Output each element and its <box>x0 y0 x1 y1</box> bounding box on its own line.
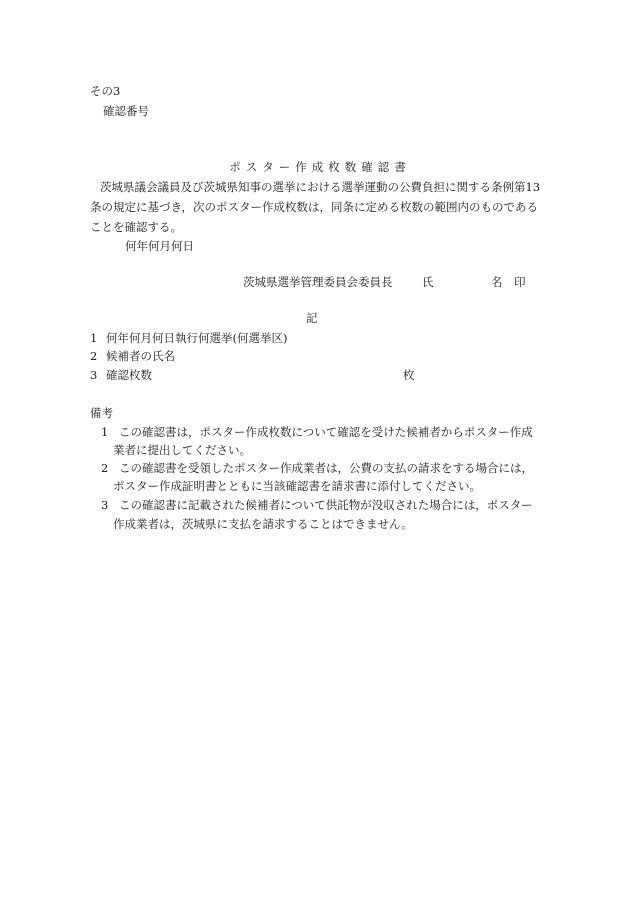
item-number: 2 <box>90 349 98 363</box>
date-line: 何年何月何日 <box>125 239 194 253</box>
form-number: その3 <box>90 84 121 98</box>
item-unit: 枚 <box>403 368 415 382</box>
note-line: 作成業者は，茨城県に支払を請求することはできません。 <box>113 517 413 531</box>
item-text: 候補者の氏名 <box>106 349 175 363</box>
note-number: 2 <box>101 461 109 475</box>
item-text: 何年何月何日執行何選挙(何選挙区) <box>106 331 288 345</box>
note-number: 3 <box>101 498 109 512</box>
ki-heading: 記 <box>306 311 318 325</box>
item-number: 1 <box>90 331 98 345</box>
note-line: ポスター作成証明書とともに当該確認書を請求書に添付してください。 <box>113 479 481 493</box>
issuer-name-seal: 名 印 <box>491 275 526 289</box>
note-line: この確認書を受領したポスター作成業者は，公費の支払の請求をする場合には， <box>119 461 533 475</box>
document-title: ポスター作成枚数確認書 <box>229 160 411 174</box>
note-line: この確認書に記載された候補者について供託物が没収された場合には，ポスター <box>119 498 533 512</box>
notes-heading: 備考 <box>90 406 113 420</box>
body-line: 茨城県議会議員及び茨城県知事の選挙における選挙運動の公費負担に関する条例第13 <box>100 180 541 194</box>
confirmation-number-label: 確認番号 <box>103 104 149 118</box>
issuer-title: 茨城県選挙管理委員会委員長 <box>243 275 393 289</box>
body-line: ことを確認する。 <box>90 220 182 234</box>
issuer-shi: 氏 <box>422 275 434 289</box>
note-line: 業者に提出してください。 <box>113 443 251 457</box>
note-number: 1 <box>101 425 109 439</box>
body-line: 条の規定に基づき，次のポスター作成枚数は，同条に定める枚数の範囲内のものである <box>90 200 539 214</box>
item-number: 3 <box>90 368 98 382</box>
item-text: 確認枚数 <box>106 368 152 382</box>
note-line: この確認書は，ポスター作成枚数について確認を受けた候補者からポスター作成 <box>119 425 533 439</box>
